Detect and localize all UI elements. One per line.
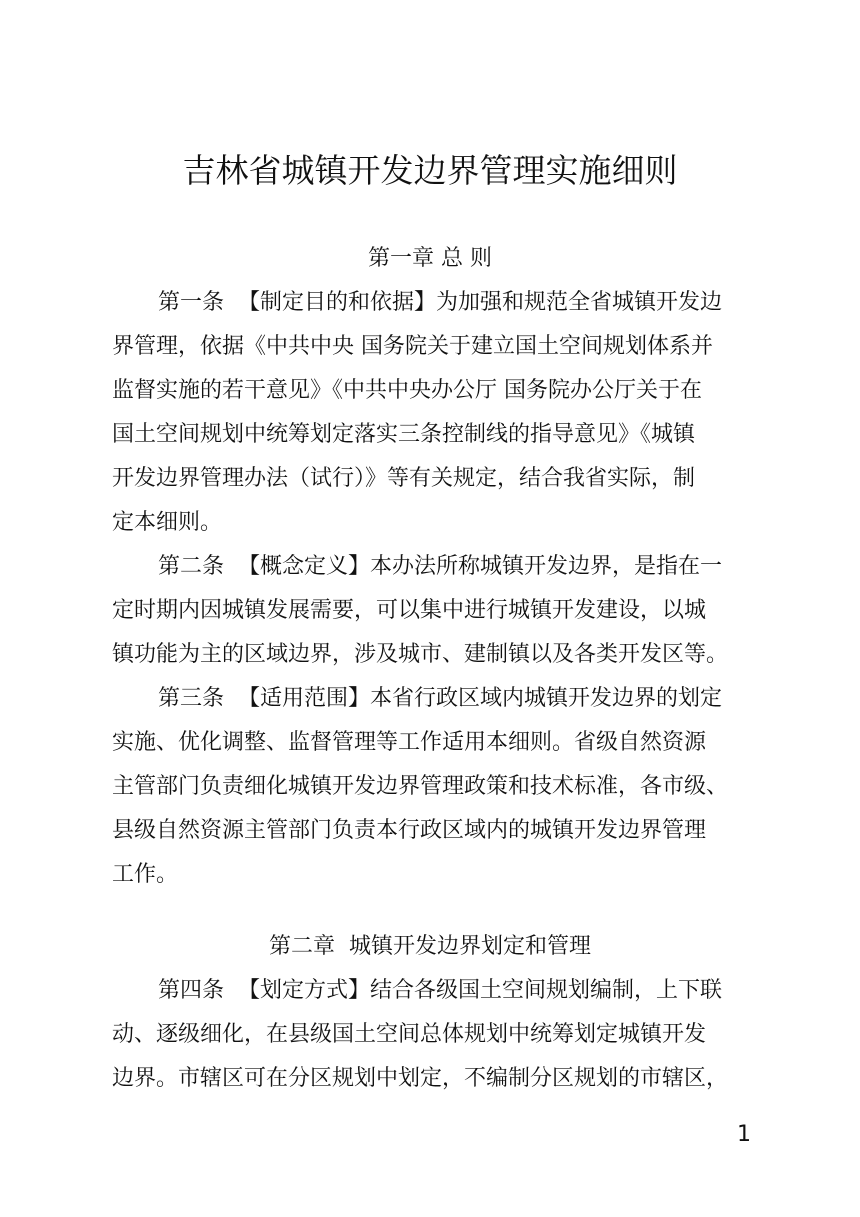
article-3-line-5: 工作。 — [112, 862, 179, 887]
article-2-line-3: 镇功能为主的区域边界，涉及城市、建制镇以及各类开发区等。 — [112, 642, 729, 667]
article-1-line-2: 界管理，依据《中共中央 国务院关于建立国土空间规划体系并 — [112, 334, 713, 359]
chapter-2-heading: 第二章 城镇开发边界划定和管理 — [269, 934, 591, 959]
document-title: 吉林省城镇开发边界管理实施细则 — [182, 151, 678, 190]
article-3-line-3: 主管部门负责细化城镇开发边界管理政策和技术标准，各市级、 — [112, 774, 729, 799]
article-3-line-4: 县级自然资源主管部门负责本行政区域内的城镇开发边界管理 — [112, 818, 707, 843]
article-1-line-5: 开发边界管理办法（试行）》等有关规定，结合我省实际，制 — [112, 466, 696, 491]
article-3-line-1: 第三条 【适用范围】本省行政区域内城镇开发边界的划定 — [158, 686, 722, 711]
article-3-line-2: 实施、优化调整、监督管理等工作适用本细则。省级自然资源 — [112, 730, 707, 755]
article-1-line-4: 国土空间规划中统筹划定落实三条控制线的指导意见》《城镇 — [112, 422, 696, 447]
article-4-line-3: 边界。市辖区可在分区规划中划定，不编制分区规划的市辖区， — [112, 1066, 729, 1091]
chapter-1-heading: 第一章 总 则 — [368, 246, 492, 271]
article-2-line-2: 定时期内因城镇发展需要，可以集中进行城镇开发建设，以城 — [112, 598, 707, 623]
article-1-line-3: 监督实施的若干意见》《中共中央办公厅 国务院办公厅关于在 — [112, 378, 702, 403]
article-2-line-1: 第二条 【概念定义】本办法所称城镇开发边界，是指在一 — [158, 554, 722, 579]
article-1-line-1: 第一条 【制定目的和依据】为加强和规范全省城镇开发边 — [158, 290, 722, 315]
article-1-line-6: 定本细则。 — [112, 510, 223, 535]
article-4-line-2: 动、逐级细化，在县级国土空间总体规划中统筹划定城镇开发 — [112, 1022, 707, 1047]
page-number: 1 — [737, 1122, 751, 1147]
article-4-line-1: 第四条 【划定方式】结合各级国土空间规划编制，上下联 — [158, 978, 722, 1003]
